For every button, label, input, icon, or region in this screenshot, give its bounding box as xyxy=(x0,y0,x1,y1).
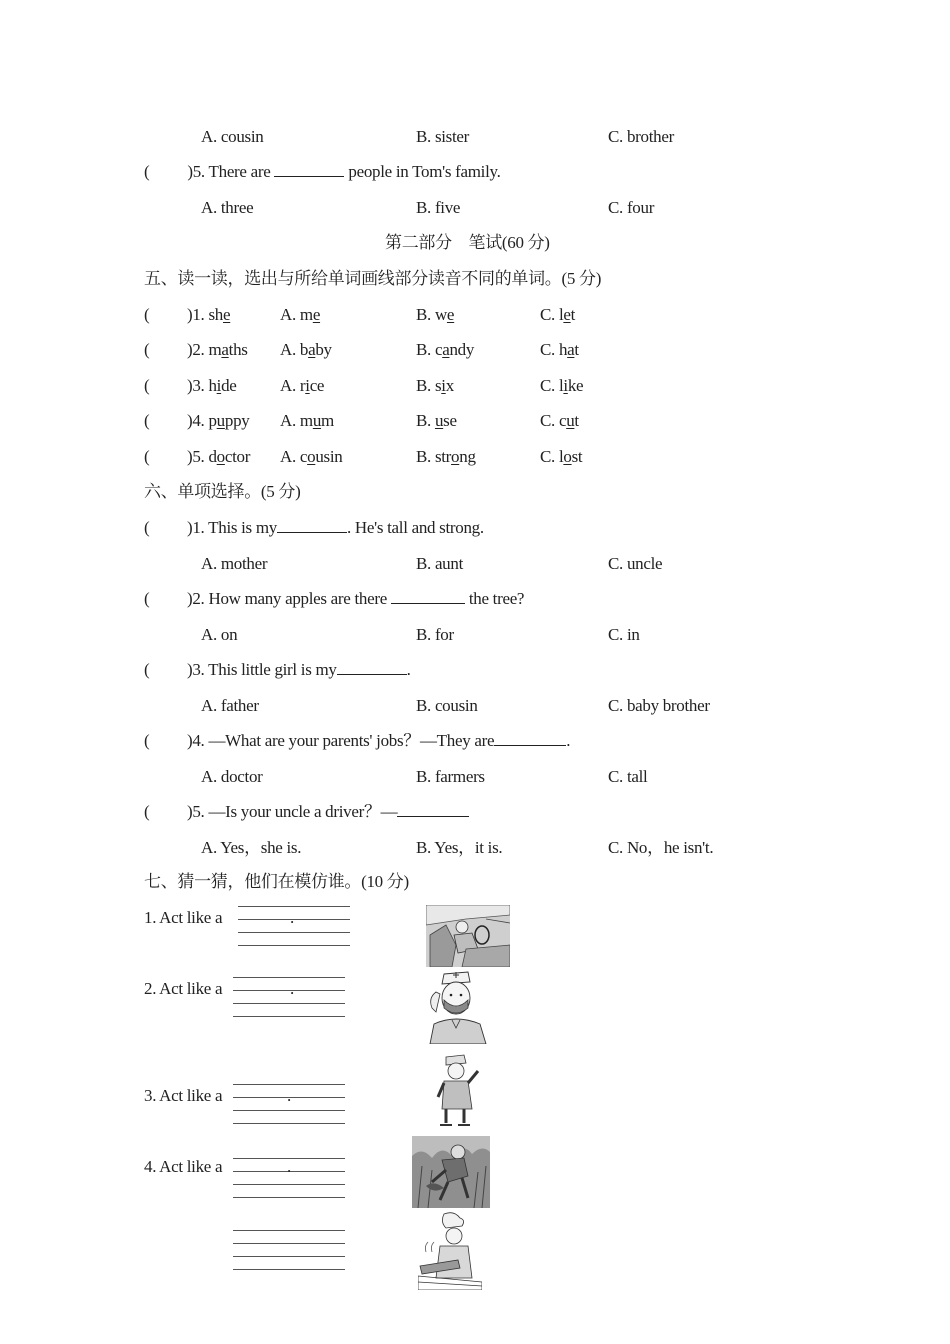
question-text: )4. —What are your parents' jobs？—They are . xyxy=(187,731,571,750)
option-c: C. tall xyxy=(608,767,648,786)
option-a: A. rice xyxy=(280,376,325,395)
question-text: )5. There are xyxy=(187,162,271,181)
option-a: A. cousin xyxy=(201,127,264,146)
answer-blank[interactable] xyxy=(277,518,347,533)
answer-blank[interactable] xyxy=(337,660,407,675)
option-b: B. use xyxy=(416,411,457,430)
answer-paren[interactable]: ( xyxy=(144,411,150,430)
option-a: A. me xyxy=(280,305,321,324)
question-text-after: people in Tom's family. xyxy=(348,162,501,181)
answer-blank[interactable] xyxy=(391,589,465,604)
answer-paren[interactable]: ( xyxy=(144,305,150,324)
driver-picture xyxy=(426,905,510,967)
option-c: C. lost xyxy=(540,447,583,466)
option-b: B. strong xyxy=(416,447,476,466)
given-word: )1. she xyxy=(187,305,231,324)
question-text: )2. How many apples are there the tree? xyxy=(187,589,525,608)
given-word: )4. puppy xyxy=(187,411,250,430)
option-b: B. sister xyxy=(416,127,470,146)
question-text: )5. —Is your uncle a driver？— xyxy=(187,801,469,823)
option-a: A. Yes，she is. xyxy=(201,838,302,857)
option-b: B. farmers xyxy=(416,767,485,786)
period: . xyxy=(287,1086,291,1105)
answer-paren[interactable]: ( xyxy=(144,376,150,395)
question-text: )1. This is my . He's tall and strong. xyxy=(187,518,484,537)
option-b: B. aunt xyxy=(416,554,464,573)
answer-blank[interactable] xyxy=(494,731,566,746)
option-a: A. mother xyxy=(201,554,268,573)
cook-picture xyxy=(418,1212,482,1290)
option-c: C. let xyxy=(540,305,576,324)
option-a: A. baby xyxy=(280,340,332,359)
option-a: A. doctor xyxy=(201,767,263,786)
part-title: 第二部分 笔试(60 分) xyxy=(385,233,550,252)
option-c: C. like xyxy=(540,376,584,395)
option-c: C. four xyxy=(608,198,655,217)
given-word: )5. doctor xyxy=(187,447,251,466)
option-c: C. cut xyxy=(540,411,579,430)
answer-paren: ( xyxy=(144,162,150,181)
section-title: 六、单项选择。(5 分) xyxy=(144,482,301,501)
answer-blank[interactable] xyxy=(397,802,469,817)
option-b: B. we xyxy=(416,305,455,324)
farmer-picture xyxy=(412,1136,490,1208)
doctor-picture xyxy=(424,968,490,1044)
act-like-label: 1. Act like a xyxy=(144,908,223,927)
writing-lines[interactable] xyxy=(233,1230,345,1270)
option-a: A. on xyxy=(201,625,238,644)
option-a: A. cousin xyxy=(280,447,343,466)
option-b: B. five xyxy=(416,198,461,217)
option-a: A. mum xyxy=(280,411,334,430)
writing-lines[interactable] xyxy=(238,906,350,946)
question-text: )3. This little girl is my . xyxy=(187,660,411,679)
answer-paren[interactable]: ( xyxy=(144,518,150,537)
option-b: B. candy xyxy=(416,340,475,359)
option-b: B. six xyxy=(416,376,454,395)
answer-paren[interactable]: ( xyxy=(144,447,150,466)
option-c: C. in xyxy=(608,625,640,644)
act-like-label: 2. Act like a xyxy=(144,979,223,998)
option-b: B. for xyxy=(416,625,454,644)
answer-paren[interactable]: ( xyxy=(144,731,150,750)
option-a: A. three xyxy=(201,198,254,217)
option-c: C. uncle xyxy=(608,554,663,573)
answer-paren[interactable]: ( xyxy=(144,660,150,679)
question-row xyxy=(144,161,501,183)
answer-paren[interactable]: ( xyxy=(144,589,150,608)
period: . xyxy=(287,1157,291,1176)
option-b: B. Yes，it is. xyxy=(416,838,503,857)
section-title: 五、读一读，选出与所给单词画线部分读音不同的单词。(5 分) xyxy=(144,269,602,288)
answer-paren[interactable]: ( xyxy=(144,340,150,359)
answer-paren[interactable]: ( xyxy=(144,802,150,821)
writing-lines[interactable] xyxy=(233,977,345,1017)
act-like-label: 4. Act like a xyxy=(144,1157,223,1176)
option-b: B. cousin xyxy=(416,696,478,715)
option-c: C. hat xyxy=(540,340,579,359)
option-c: C. No，he isn't. xyxy=(608,838,714,857)
option-c: C. brother xyxy=(608,127,674,146)
act-like-label: 3. Act like a xyxy=(144,1086,223,1105)
answer-blank[interactable] xyxy=(274,162,344,177)
section-title: 七、猜一猜，他们在模仿谁。(10 分) xyxy=(144,872,409,891)
option-c: C. baby brother xyxy=(608,696,710,715)
option-a: A. father xyxy=(201,696,259,715)
period: . xyxy=(290,979,294,998)
period: . xyxy=(290,908,294,927)
given-word: )2. maths xyxy=(187,340,248,359)
given-word: )3. hide xyxy=(187,376,237,395)
nurse-picture xyxy=(434,1053,482,1127)
